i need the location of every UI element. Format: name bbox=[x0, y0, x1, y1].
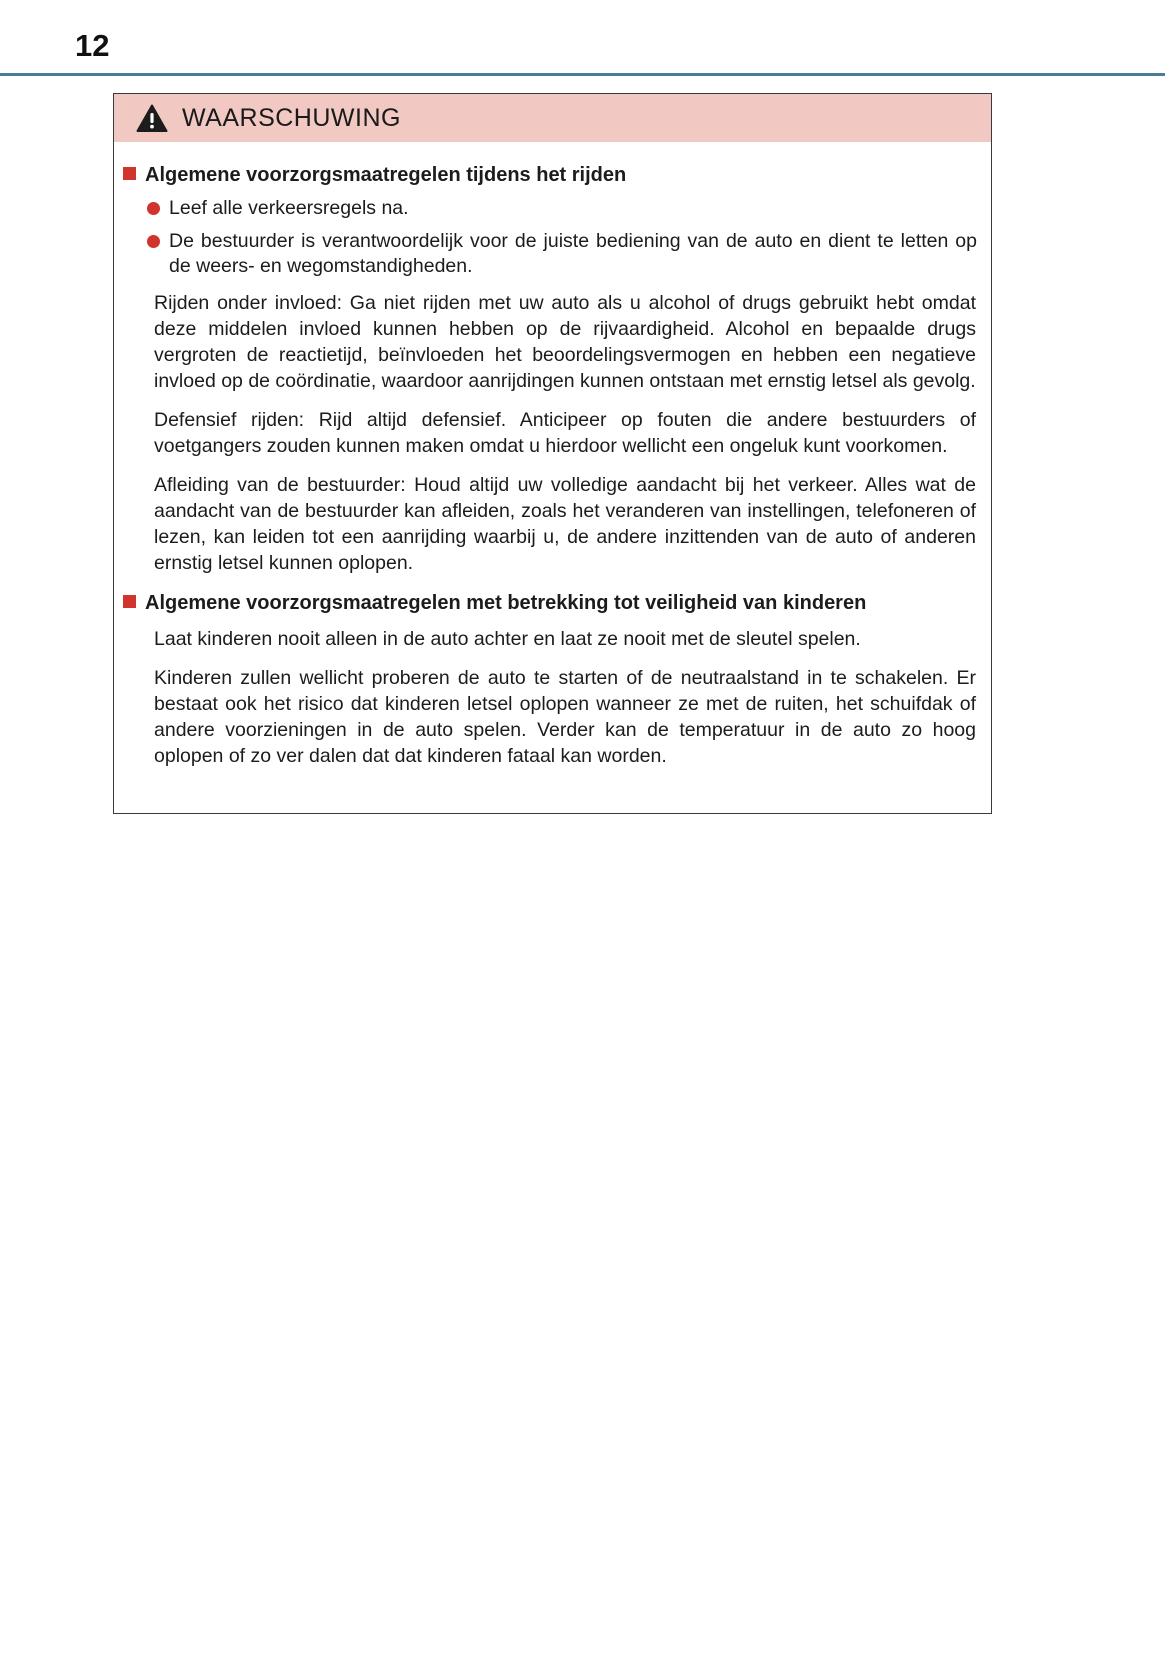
list-item bbox=[147, 229, 977, 281]
list-item-text: De bestuurder is verantwoordelijk voor de juiste bediening van de auto en dient te letten op de weers- en wegomstandigheden. bbox=[169, 229, 977, 278]
warning-content bbox=[114, 142, 991, 770]
paragraph: Defensief rijden: Rijd altijd defensief. Anticipeer op fouten die andere bestuurders of voetgangers zouden kunnen maken omdat u hierdoor wellicht een ongeluk kunt voorkomen. bbox=[154, 409, 976, 457]
warning-box bbox=[113, 93, 992, 814]
top-rule-divider bbox=[0, 73, 1165, 76]
warning-triangle-icon bbox=[136, 104, 168, 133]
section-child-safety-precautions bbox=[123, 590, 981, 770]
section-heading bbox=[123, 162, 981, 189]
section-driving-precautions bbox=[123, 162, 981, 577]
section-heading-text: Algemene voorzorgsmaatregelen met betrekking tot veiligheid van kinderen bbox=[145, 591, 867, 614]
paragraph: Kinderen zullen wellicht proberen de auto te starten of de neutraalstand in te schakelen. Er bestaat ook het risico dat kinderen letsel oplopen wanneer ze met de ruiten, het schuifdak of andere voorzieningen in de auto spelen. Verder kan de temperatuur in de auto zo hoog oplopen of zo ver dalen dat dat kinderen fataal kan worden. bbox=[154, 667, 976, 767]
circle-bullet-icon bbox=[147, 202, 160, 215]
list-item-text: Leef alle verkeersregels na. bbox=[169, 196, 409, 219]
section-heading bbox=[123, 590, 981, 617]
square-bullet-icon bbox=[123, 595, 136, 608]
square-bullet-icon bbox=[123, 167, 136, 180]
circle-bullet-icon bbox=[147, 235, 160, 248]
paragraph: Rijden onder invloed: Ga niet rijden met uw auto als u alcohol of drugs gebruikt hebt omdat deze middelen invloed kunnen hebben op de rijvaardigheid. Alcohol en bepaalde drugs vergroten de reactietijd, beïnvloeden het beoordelingsvermogen en hebben een negatieve invloed op de coördinatie, waardoor aanrijdingen kunnen ontstaan met ernstig letsel als gevolg. bbox=[154, 292, 976, 393]
section-heading-text: Algemene voorzorgsmaatregelen tijdens het rijden bbox=[145, 164, 627, 186]
warning-title: WAARSCHUWING bbox=[182, 103, 401, 132]
warning-header bbox=[114, 94, 991, 142]
paragraph: Laat kinderen nooit alleen in de auto achter en laat ze nooit met de sleutel spelen. bbox=[154, 628, 861, 651]
page-number: 12 bbox=[75, 28, 110, 63]
list-item bbox=[147, 196, 977, 222]
paragraph: Afleiding van de bestuurder: Houd altijd uw volledige aandacht bij het verkeer. Alles wat de aandacht van de bestuurder kan afleiden, zoals het veranderen van instellingen, telefoneren of lezen, kan leiden tot een aanrijding waarbij u, de andere inzittenden van de auto of anderen ernstig letsel kunnen oplopen. bbox=[154, 473, 976, 574]
